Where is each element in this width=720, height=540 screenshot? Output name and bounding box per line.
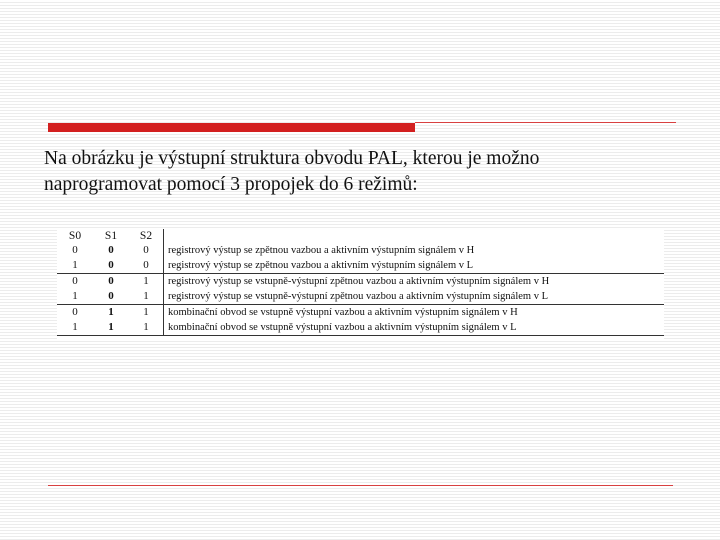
cell-s2: 1 <box>129 320 164 336</box>
mode-table-image <box>57 229 664 340</box>
header-s2: S2 <box>139 230 153 242</box>
cell-s1: 0 <box>108 244 114 256</box>
cell-s0: 1 <box>72 290 78 302</box>
cell-s0: 0 <box>72 244 78 256</box>
footer-divider <box>48 485 673 486</box>
table-row <box>57 258 664 274</box>
cell-description: registrový výstup se vstupně-výstupní zpětnou vazbou a aktivním výstupním signálem v L <box>164 289 665 305</box>
cell-description: registrový výstup se zpětnou vazbou a aktivním výstupním signálem v L <box>164 258 665 274</box>
cell-s1: 0 <box>108 290 114 302</box>
cell-s0: 1 <box>72 259 78 271</box>
header-s0: S0 <box>68 230 82 242</box>
title-divider-thin <box>415 122 676 123</box>
cell-s1: 0 <box>93 274 129 290</box>
cell-s1: 1 <box>93 320 129 336</box>
table-row <box>57 243 664 258</box>
mode-table <box>57 229 664 336</box>
title-divider <box>48 122 676 132</box>
cell-s0: 0 <box>57 305 93 321</box>
cell-description: kombinační obvod se vstupně výstupní vazbou a aktivním výstupním signálem v H <box>164 305 665 321</box>
slide-body-text <box>44 146 664 198</box>
cell-description: registrový výstup se zpětnou vazbou a aktivním výstupním signálem v H <box>164 243 665 258</box>
cell-s0: 1 <box>57 320 93 336</box>
header-description <box>164 229 665 243</box>
cell-s2: 0 <box>143 244 149 256</box>
table-row <box>57 305 664 321</box>
body-line-2: naprogramovat pomocí 3 propojek do 6 režimů: <box>44 174 418 195</box>
cell-s2: 0 <box>143 259 149 271</box>
cell-description: kombinační obvod se vstupně výstupní vazbou a aktivním výstupním signálem v L <box>164 320 665 336</box>
cell-s0: 0 <box>57 274 93 290</box>
table-row <box>57 320 664 336</box>
header-s1: S1 <box>104 230 118 242</box>
cell-s1: 1 <box>93 305 129 321</box>
title-divider-thick <box>48 123 415 132</box>
table-row <box>57 289 664 305</box>
cell-s2: 1 <box>129 274 164 290</box>
table-row <box>57 274 664 290</box>
body-line-1: Na obrázku je výstupní struktura obvodu PAL, kterou je možno <box>44 148 540 169</box>
cell-s2: 1 <box>129 305 164 321</box>
cell-s1: 0 <box>108 259 114 271</box>
table-header-row <box>57 229 664 243</box>
cell-s2: 1 <box>143 290 149 302</box>
cell-description: registrový výstup se vstupně-výstupní zpětnou vazbou a aktivním výstupním signálem v H <box>164 274 665 290</box>
